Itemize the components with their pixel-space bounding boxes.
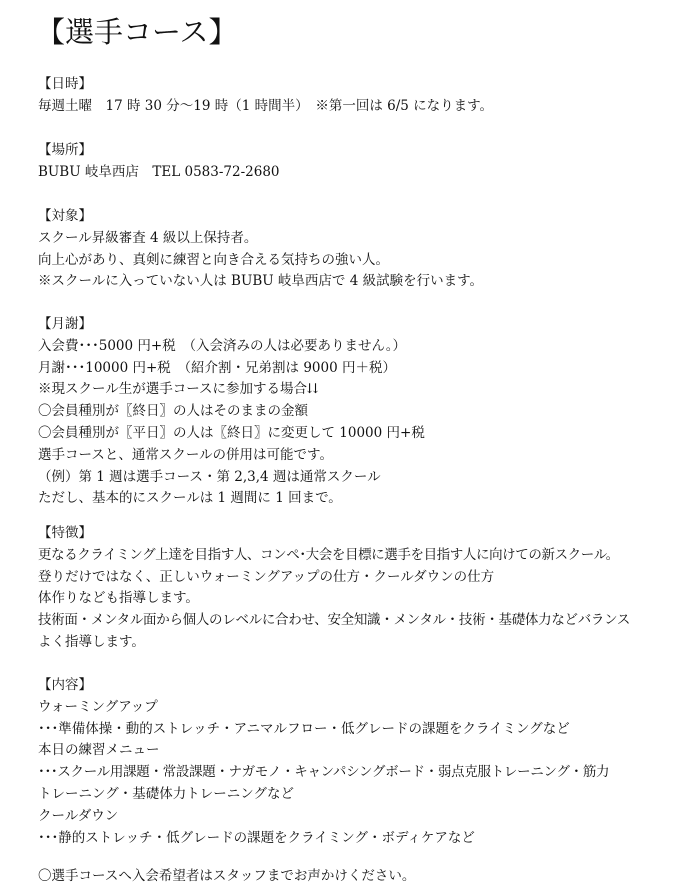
section-target — [38, 206, 668, 293]
page-title: 【選手コース】 — [36, 15, 238, 49]
section-heading-schedule: 【日時】 — [38, 76, 92, 92]
fee-line: 〇会員種別が〖平日〗の人は〖終日〗に変更して 10000 円+税 — [38, 424, 425, 441]
content-line: クールダウン — [38, 807, 119, 824]
fee-line: ただし、基本的にスクールは 1 週間に 1 回まで。 — [38, 490, 342, 507]
target-line: ※スクールに入っていない人は BUBU 岐阜西店で 4 級試験を行います。 — [38, 273, 483, 290]
features-line: 体作りなども指導します。 — [38, 590, 199, 607]
section-heading-location: 【場所】 — [38, 142, 92, 158]
section-heading-target: 【対象】 — [38, 208, 92, 224]
content-line: ･･･静的ストレッチ・低グレードの課題をクライミング・ボディケアなど — [38, 829, 475, 846]
section-heading-content: 【内容】 — [38, 677, 92, 693]
section-features — [38, 523, 668, 654]
content-line: トレーニング・基礎体力トレーニングなど — [38, 785, 294, 802]
footer-note: 〇選手コースへ入会希望者はスタッフまでお声かけください。 — [38, 868, 416, 884]
target-line: 向上心があり、真剣に練習と向き合える気持ちの強い人。 — [38, 251, 389, 268]
features-line: 登りだけではなく、正しいウォーミングアップの仕方・クールダウンの仕方 — [38, 568, 495, 585]
features-line: 技術面・メンタル面から個人のレベルに合わせ、安全知識・メンタル・技術・基礎体力などバランス — [38, 612, 631, 629]
section-content — [38, 675, 668, 849]
content-line: ウォーミングアップ — [38, 698, 158, 715]
section-fee — [38, 314, 668, 510]
content-line: ･･･スクール用課題・常設課題・ナガモノ・キャンパシングボード・弱点克服トレーニング・筋力 — [38, 764, 610, 781]
fee-line: 月謝･･･10000 円+税 （紹介割・兄弟割は 9000 円＋税） — [38, 359, 396, 376]
features-line: 更なるクライミング上達を目指す人、コンペ･大会を目標に選手を目指す人に向けての新スクール。 — [38, 546, 619, 563]
section-heading-features: 【特徴】 — [38, 525, 92, 541]
fee-line: ※現スクール生が選手コースに参加する場合⇊ — [38, 381, 319, 398]
section-schedule — [38, 74, 668, 118]
schedule-line: 毎週土曜 17 時 30 分～19 時（1 時間半） ※第一回は 6/5 になります。 — [38, 97, 494, 114]
features-line: よく指導します。 — [38, 633, 145, 650]
section-heading-fee: 【月謝】 — [38, 316, 92, 332]
section-location — [38, 140, 668, 184]
content-line: ･･･準備体操・動的ストレッチ・アニマルフロー・低グレードの課題をクライミングなど — [38, 720, 570, 737]
content-line: 本日の練習メニュー — [38, 742, 160, 759]
target-line: スクール昇級審査 4 級以上保持者。 — [38, 229, 258, 246]
fee-line: 選手コースと、通常スクールの併用は可能です。 — [38, 446, 333, 463]
fee-line: 入会費･･･5000 円+税 （入会済みの人は必要ありません。） — [38, 337, 407, 354]
fee-line: 〇会員種別が〖終日〗の人はそのままの金額 — [38, 403, 308, 420]
location-line: BUBU 岐阜西店 TEL 0583-72-2680 — [38, 163, 280, 180]
fee-line: （例）第 1 週は選手コース・第 2,3,4 週は通常スクール — [38, 468, 381, 485]
